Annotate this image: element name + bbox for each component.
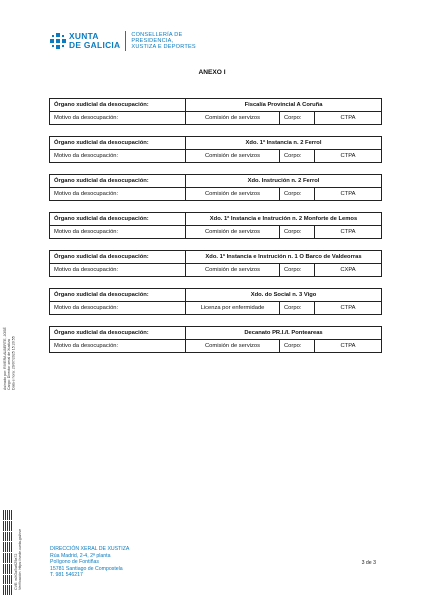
footer-line: Polígono de Fontiñas <box>50 559 100 566</box>
corp-label: Corpo: <box>280 264 315 277</box>
motive-value: Comisión de servizos <box>186 188 280 201</box>
organ-label: Órgano xudicial da desocupación: <box>50 327 186 340</box>
logo-line1: XUNTA <box>69 31 99 42</box>
footer-address <box>50 546 129 579</box>
corp-value: CTPA <box>315 226 382 239</box>
motive-label: Motivo da desocupación: <box>50 226 186 239</box>
signature-date: Data e hora: 29/07/2025 15:20:55 <box>11 336 16 390</box>
organ-label: Órgano xudicial da desocupación: <box>50 289 186 302</box>
organ-value: Xdo. 1ª Instancia n. 2 Ferrol <box>186 137 382 150</box>
page-number: 3 de 3 <box>361 560 376 566</box>
footer-line: Rúa Madrid, 2-4, 2ª planta <box>50 552 111 559</box>
motive-value: Comisión de servizos <box>186 112 280 125</box>
motive-value: Comisión de servizos <box>186 150 280 163</box>
verification-stamp <box>14 500 24 590</box>
motive-label: Motivo da desocupación: <box>50 112 186 125</box>
vacancy-block <box>49 250 381 277</box>
signature-cargo: Cargo: Director xeral de Xustiza <box>7 339 12 390</box>
qr-code-icon <box>3 510 13 595</box>
corp-value: CTPA <box>315 150 382 163</box>
vacancy-block <box>49 174 381 201</box>
motive-label: Motivo da desocupación: <box>50 302 186 315</box>
motive-label: Motivo da desocupación: <box>50 150 186 163</box>
organ-label: Órgano xudicial da desocupación: <box>50 137 186 150</box>
vacancy-block <box>49 288 381 315</box>
corp-value: CTPA <box>315 340 382 353</box>
dept-line2: PRESIDENCIA, <box>131 38 174 44</box>
organ-value: Fiscalía Provincial A Coruña <box>186 99 382 112</box>
corp-label: Corpo: <box>280 226 315 239</box>
logo-line2: DE GALICIA <box>69 40 121 50</box>
corp-label: Corpo: <box>280 112 315 125</box>
xunta-logo <box>69 32 120 49</box>
verification-csv: CVE: wXGaSw0Z9a72 <box>14 553 18 590</box>
organ-value: Xdo. 1ª Instancia e Instrución n. 1 O Barco de Valdeorras <box>186 251 382 264</box>
organ-label: Órgano xudicial da desocupación: <box>50 99 186 112</box>
corp-value: CTPA <box>315 112 382 125</box>
organ-value: Decanato PR.I./I. Ponteareas <box>186 327 382 340</box>
logo-divider <box>125 31 126 51</box>
motive-value: Licenza por enfermidade <box>186 302 280 315</box>
motive-value: Comisión de servizos <box>186 226 280 239</box>
motive-value: Comisión de servizos <box>186 264 280 277</box>
corp-label: Corpo: <box>280 340 315 353</box>
vacancy-block <box>49 136 381 163</box>
dept-line1: CONSELLERÍA DE <box>131 32 183 38</box>
motive-label: Motivo da desocupación: <box>50 188 186 201</box>
footer-line: T. 981 546217 <box>50 572 83 579</box>
organ-label: Órgano xudicial da desocupación: <box>50 251 186 264</box>
signature-stamp <box>3 300 16 390</box>
corp-value: CXPA <box>315 264 382 277</box>
footer-line: 15781 Santiago de Compostela <box>50 565 123 572</box>
motive-label: Motivo da desocupación: <box>50 264 186 277</box>
corp-value: CTPA <box>315 188 382 201</box>
organ-value: Xdo. do Social n. 3 Vigo <box>186 289 382 302</box>
corp-label: Corpo: <box>280 150 315 163</box>
corp-label: Corpo: <box>280 188 315 201</box>
organ-value: Xdo. 1ª Instancia e Instrución n. 2 Monforte de Lemos <box>186 213 382 226</box>
organ-value: Xdo. Instrución n. 2 Ferrol <box>186 175 382 188</box>
corp-label: Corpo: <box>280 302 315 315</box>
corp-value: CTPA <box>315 302 382 315</box>
verification-url: Verificación: https://sede.xunta.gal/cve <box>18 528 23 590</box>
xunta-cross-icon <box>50 33 66 49</box>
motive-label: Motivo da desocupación: <box>50 340 186 353</box>
organ-label: Órgano xudicial da desocupación: <box>50 175 186 188</box>
dept-line3: XUSTIZA E DEPORTES <box>131 44 196 50</box>
vacancy-block <box>49 326 381 353</box>
vacancy-block <box>49 98 381 125</box>
department-name <box>131 32 195 50</box>
footer-line: DIRECCIÓN XERAL DE XUSTIZA <box>50 546 130 552</box>
motive-value: Comisión de servizos <box>186 340 280 353</box>
header <box>50 31 196 51</box>
signature-text: Asinado por: RIVERA ALBERTE, JOSÉ <box>3 327 7 390</box>
annex-title: ANEXO I <box>198 69 226 76</box>
organ-label: Órgano xudicial da desocupación: <box>50 213 186 226</box>
vacancy-block <box>49 212 381 239</box>
